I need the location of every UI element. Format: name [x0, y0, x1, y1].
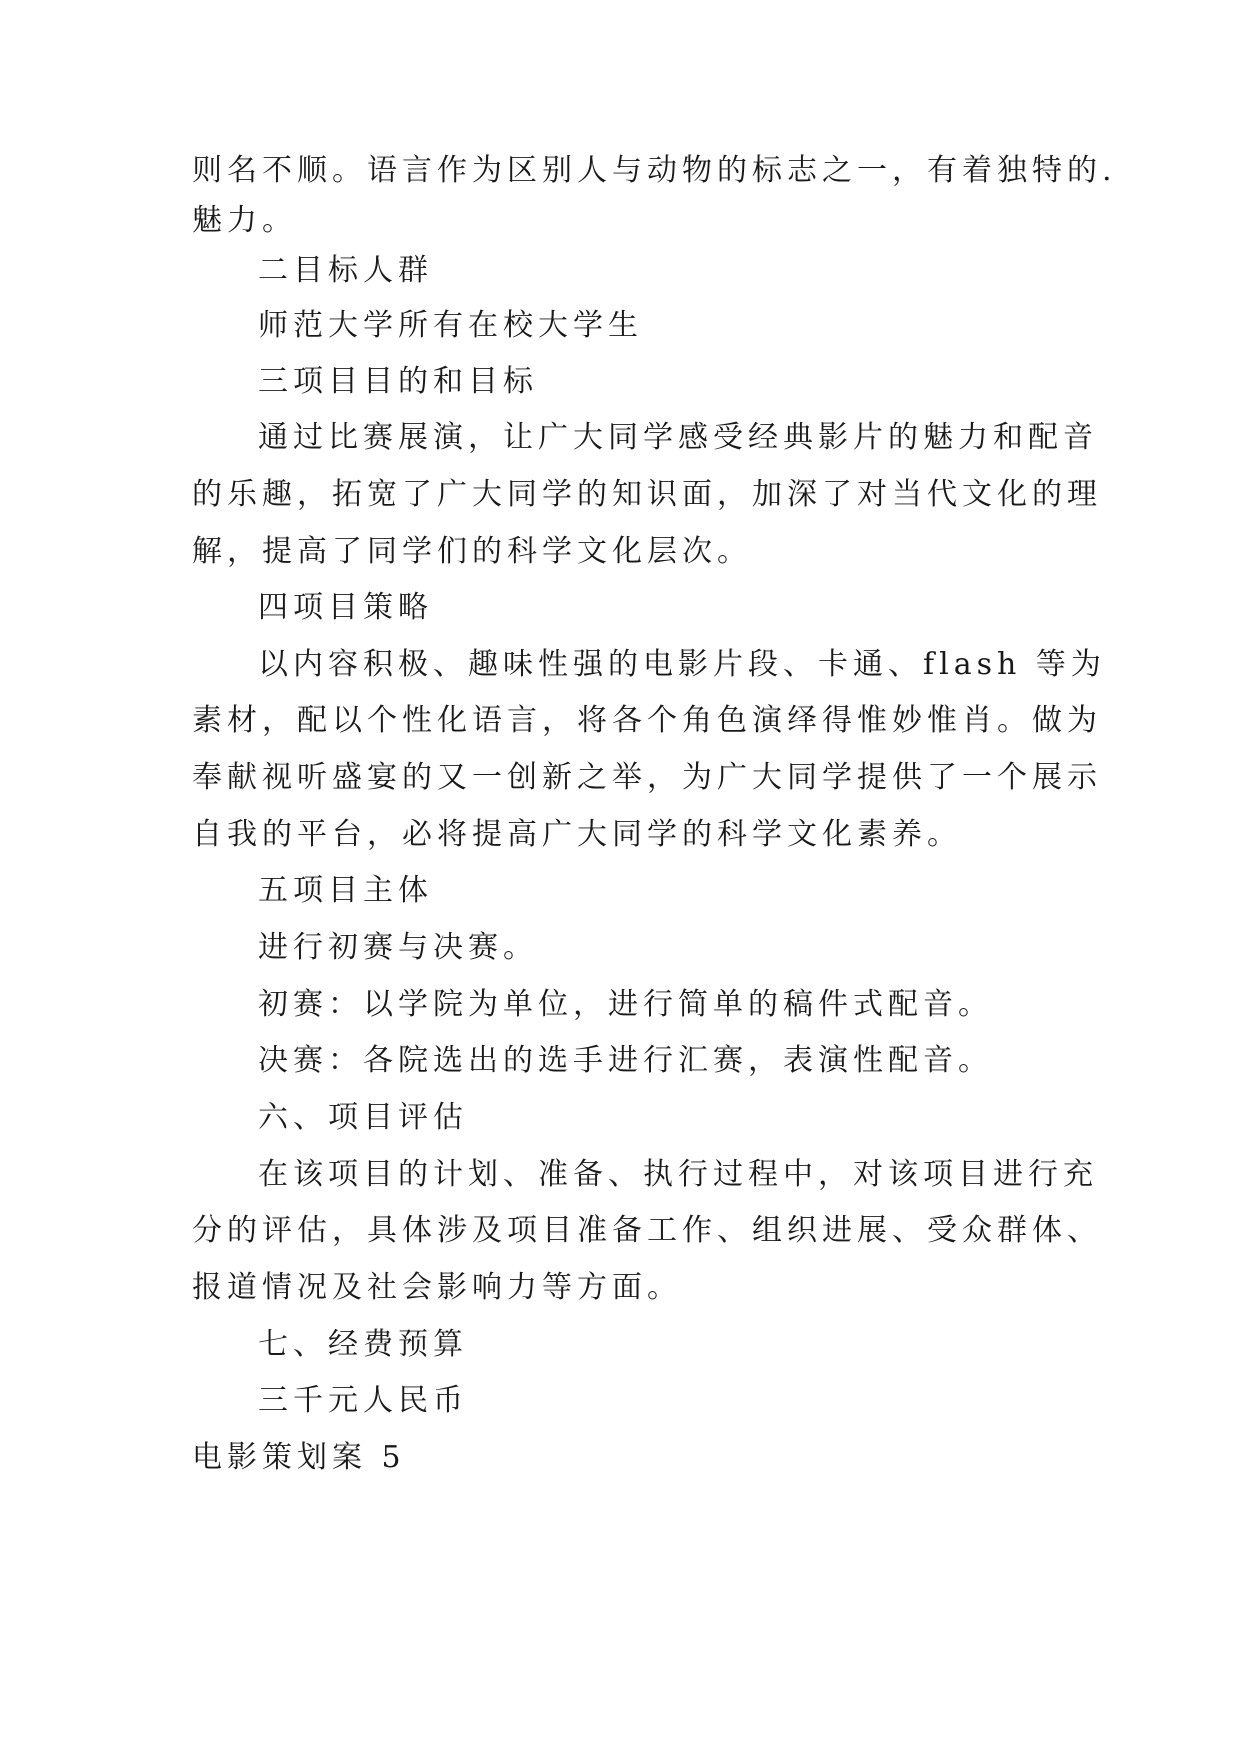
section-heading: 七、经费预算: [258, 1327, 468, 1362]
document-title: 电影策划案 5: [192, 1440, 406, 1475]
section-heading: 六、项目评估: [258, 1100, 468, 1135]
paragraph-line: 魅力。: [192, 203, 297, 238]
paragraph-line: 进行初赛与决赛。: [258, 930, 538, 965]
paragraph-line: 初赛：以学院为单位，进行简单的稿件式配音。: [258, 987, 993, 1022]
paragraph-line: 师范大学所有在校大学生: [258, 308, 643, 343]
paragraph-line: 则名不顺。语言作为区别人与动物的标志之一，有着独特的.: [192, 153, 1117, 188]
paragraph-line: 的乐趣，拓宽了广大同学的知识面，加深了对当代文化的理: [192, 477, 1102, 512]
paragraph-line: 通过比赛展演，让广大同学感受经典影片的魅力和配音: [258, 420, 1098, 455]
section-heading: 二目标人群: [258, 253, 433, 288]
paragraph-line: 自我的平台，必将提高广大同学的科学文化素养。: [192, 817, 962, 852]
paragraph-line: 以内容积极、趣味性强的电影片段、卡通、flash 等为: [258, 647, 1106, 682]
section-heading: 三项目目的和目标: [258, 364, 538, 399]
section-heading: 四项目策略: [258, 590, 433, 625]
paragraph-line: 奉献视听盛宴的又一创新之举，为广大同学提供了一个展示: [192, 760, 1102, 795]
paragraph-line: 分的评估，具体涉及项目准备工作、组织进展、受众群体、: [192, 1213, 1102, 1248]
paragraph-line: 报道情况及社会影响力等方面。: [192, 1270, 682, 1305]
paragraph-line: 素材，配以个性化语言，将各个角色演绎得惟妙惟肖。做为: [192, 703, 1102, 738]
section-heading: 五项目主体: [258, 873, 433, 908]
paragraph-line: 解，提高了同学们的科学文化层次。: [192, 534, 752, 569]
paragraph-line: 三千元人民币: [258, 1383, 468, 1418]
paragraph-line: 在该项目的计划、准备、执行过程中，对该项目进行充: [258, 1157, 1098, 1192]
paragraph-line: 决赛：各院选出的选手进行汇赛，表演性配音。: [258, 1043, 993, 1078]
